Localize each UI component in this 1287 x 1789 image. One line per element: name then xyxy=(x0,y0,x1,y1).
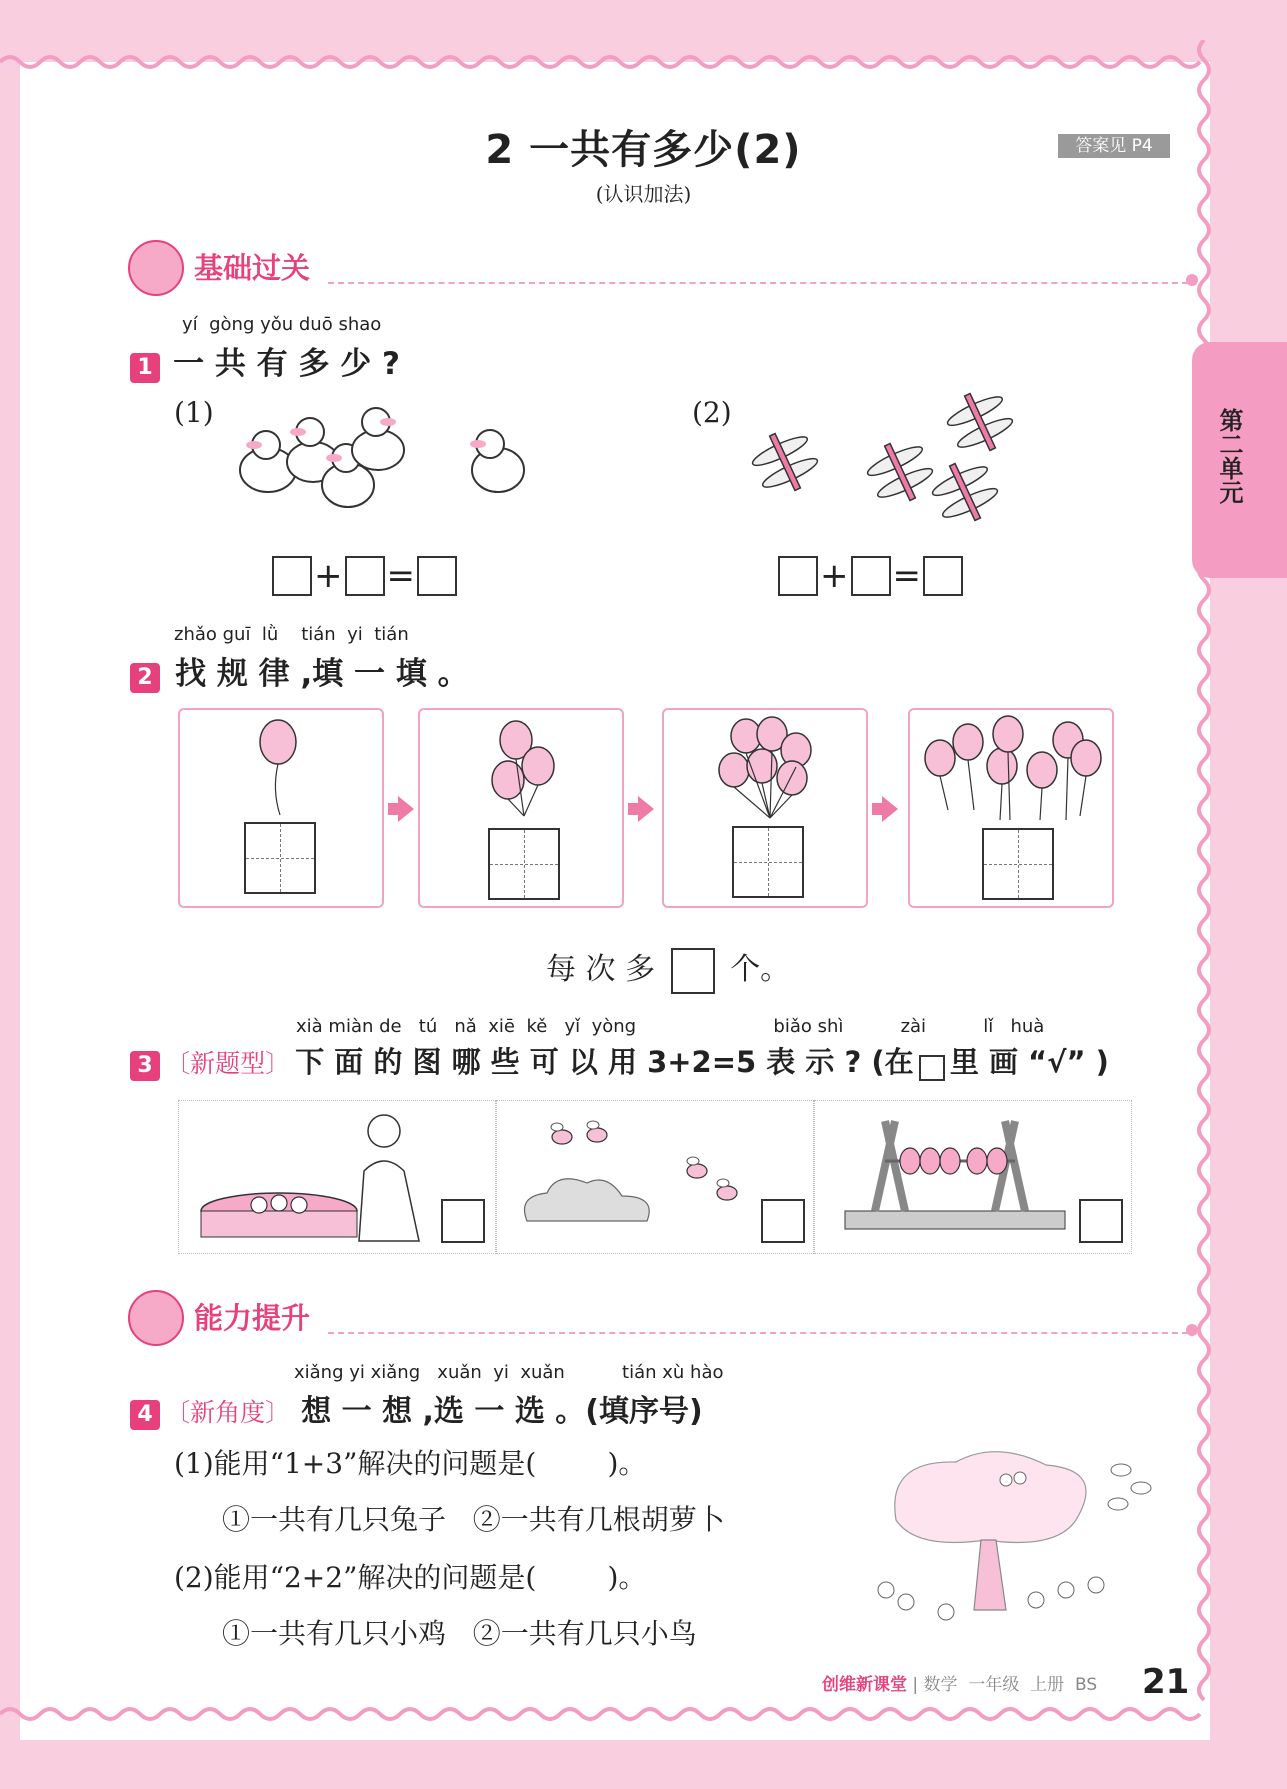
arrow-right-icon xyxy=(882,796,898,822)
q1-part2-equation xyxy=(778,556,963,596)
q1-part1-equation xyxy=(272,556,457,596)
q3-check-symbol-box xyxy=(919,1055,945,1081)
arrow-right-icon xyxy=(638,796,654,822)
q3-picture-2-checkbox[interactable] xyxy=(761,1199,805,1243)
q2-bottom-post: 个。 xyxy=(730,952,791,987)
q3-text-end: 里 画 “√” ) xyxy=(949,1045,1109,1079)
footer-brand: 创维新课堂 xyxy=(822,1675,907,1695)
equals-sign: = xyxy=(386,556,415,596)
q3-picture-3-panel xyxy=(814,1100,1132,1254)
q4-heading xyxy=(130,1386,703,1430)
q1-part2-label: (2) xyxy=(692,396,732,429)
q1-heading xyxy=(130,338,400,383)
divider-dot-icon xyxy=(1186,274,1198,286)
q2-text: 找 规 律 ,填 一 填 。 xyxy=(175,656,469,692)
balloon-group-2-icon xyxy=(420,710,622,830)
balloon-panel-4 xyxy=(908,708,1114,908)
q4-pinyin: xiǎng yi xiǎng xuǎn yi xuǎn tián xù hào xyxy=(294,1362,724,1383)
plus-sign: + xyxy=(820,556,849,596)
q2-bottom-pre: 每 次 多 xyxy=(546,952,656,987)
q1-part1-label: (1) xyxy=(174,396,214,429)
q1-part2-addend1-box[interactable] xyxy=(778,556,818,596)
q3-picture-3-checkbox[interactable] xyxy=(1079,1199,1123,1243)
q4-tag: 〔新角度〕 xyxy=(165,1398,291,1427)
q3-heading xyxy=(130,1040,1109,1081)
page-subtitle: (认识加法) xyxy=(595,182,692,206)
q4-question-2: (2)能用“2+2”解决的问题是( )。 xyxy=(174,1561,647,1594)
q3-number: 3 xyxy=(130,1051,160,1081)
q2-bottom-line xyxy=(546,944,790,994)
q3-picture-2-panel xyxy=(496,1100,814,1254)
section-advanced-header xyxy=(128,1290,1208,1340)
section-divider xyxy=(328,282,1188,284)
q1-text: 一 共 有 多 少 ? xyxy=(173,346,401,382)
balloon-group-1-icon xyxy=(180,710,382,830)
student-avatar-icon xyxy=(128,1290,184,1346)
q3-picture-1-panel xyxy=(178,1100,496,1254)
section-basic-header xyxy=(128,240,1208,290)
top-wave-border xyxy=(0,40,1287,80)
arrow-stem xyxy=(872,803,882,815)
q3-picture-1-checkbox[interactable] xyxy=(441,1199,485,1243)
q4-question-2-options: ①一共有几只小鸡 ②一共有几只小鸟 xyxy=(222,1617,697,1650)
balloon-group-3-icon xyxy=(664,710,866,830)
q1-pinyin: yí gòng yǒu duō shao xyxy=(182,314,382,335)
divider-dot-icon xyxy=(1186,1324,1198,1336)
equals-sign: = xyxy=(892,556,921,596)
arrow-stem xyxy=(388,803,398,815)
q3-pinyin: xià miàn de tú nǎ xiē kě yǐ yòng biǎo shì zài lǐ huà xyxy=(296,1016,1045,1037)
arrow-stem xyxy=(628,803,638,815)
q2-heading xyxy=(130,648,469,693)
student-avatar-icon xyxy=(128,240,184,296)
q1-part2-sum-box[interactable] xyxy=(923,556,963,596)
section-advanced-label: 能力提升 xyxy=(194,1301,311,1335)
q4-text: 想 一 想 ,选 一 选 。(填序号) xyxy=(301,1394,703,1429)
q1-number: 1 xyxy=(130,353,160,383)
page-number: 21 xyxy=(1142,1662,1190,1702)
plus-sign: + xyxy=(314,556,343,596)
dragonflies-illustration xyxy=(740,392,1030,532)
q1-part2-addend2-box[interactable] xyxy=(851,556,891,596)
ducks-illustration xyxy=(228,400,548,530)
bottom-wave-border xyxy=(0,1700,1287,1740)
balloon-group-4-icon xyxy=(910,710,1112,830)
tree-animals-illustration xyxy=(856,1440,1176,1630)
answer-grid-3[interactable] xyxy=(732,826,804,898)
q4-number: 4 xyxy=(130,1400,160,1430)
q1-part1-addend1-box[interactable] xyxy=(272,556,312,596)
unit-tab-label: 第二单元 xyxy=(1215,408,1243,504)
balloon-panel-3 xyxy=(662,708,868,908)
q2-pinyin: zhǎo guī lǜ tián yi tián xyxy=(174,624,409,645)
q1-part1-addend2-box[interactable] xyxy=(345,556,385,596)
balloon-panel-2 xyxy=(418,708,624,908)
answer-grid-2[interactable] xyxy=(488,828,560,900)
q2-increment-box[interactable] xyxy=(671,948,715,994)
balloon-panel-1 xyxy=(178,708,384,908)
answer-reference-badge: 答案见 P4 xyxy=(1058,134,1170,158)
footer-info: | 数学 一年级 上册 BS xyxy=(907,1675,1098,1695)
arrow-right-icon xyxy=(398,796,414,822)
answer-grid-4[interactable] xyxy=(982,828,1054,900)
q3-tag: 〔新题型〕 xyxy=(165,1049,291,1078)
q4-question-1: (1)能用“1+3”解决的问题是( )。 xyxy=(174,1447,647,1480)
q4-question-1-options: ①一共有几只兔子 ②一共有几根胡萝卜 xyxy=(222,1503,725,1536)
section-divider xyxy=(328,1332,1188,1334)
q3-text: 下 面 的 图 哪 些 可 以 用 3+2=5 表 示 ? (在 xyxy=(295,1045,914,1079)
section-basic-label: 基础过关 xyxy=(194,251,311,285)
page-title: 2 一共有多少(2) xyxy=(485,127,802,173)
right-wave-border xyxy=(1190,40,1230,1740)
footer-book-info xyxy=(822,1670,1097,1695)
q2-number: 2 xyxy=(130,663,160,693)
answer-grid-1[interactable] xyxy=(244,822,316,894)
q1-part1-sum-box[interactable] xyxy=(417,556,457,596)
